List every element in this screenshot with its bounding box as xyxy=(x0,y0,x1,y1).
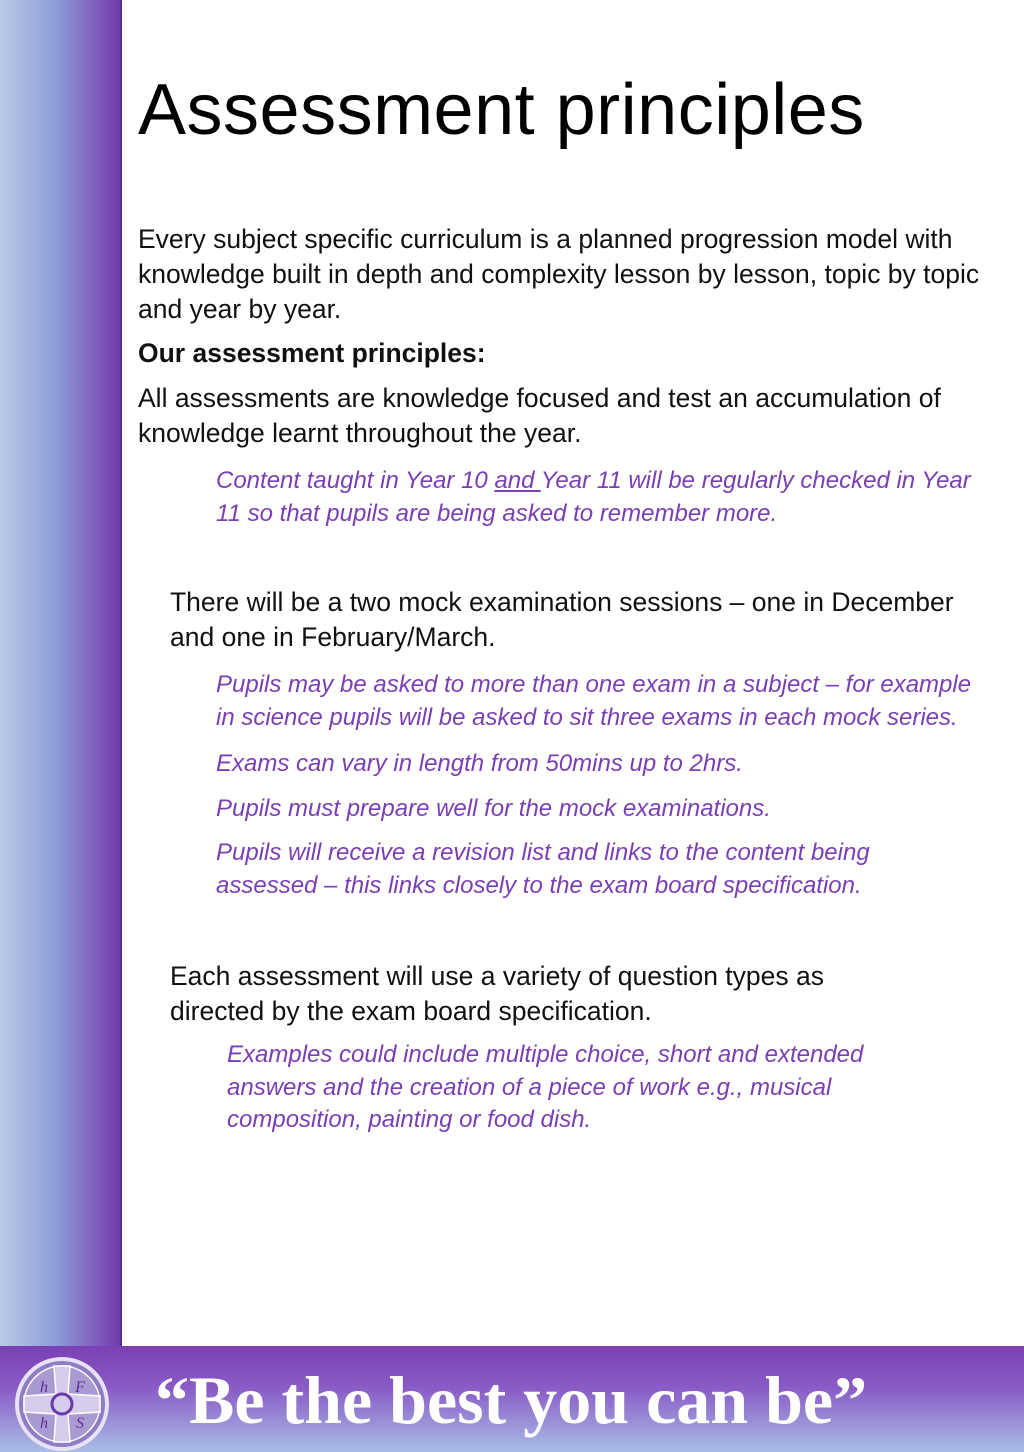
mock-note-revision-list: Pupils will receive a revision list and links to the content being assessed – this links closely to the exam board specification. xyxy=(216,839,870,899)
intro-paragraph: Every subject specific curriculum is a planned progression model with knowledge built in depth and complexity lesson by lesson, topic by topic and year by year. xyxy=(138,224,980,324)
principle-knowledge-focused: All assessments are knowledge focused and test an accumulation of knowledge learnt throughout the year. xyxy=(138,383,941,448)
principle-question-types: Each assessment will use a variety of question types as directed by the exam board specification. xyxy=(170,961,824,1026)
side-bar-decoration xyxy=(0,0,122,1346)
mock-note-multiple-exams: Pupils may be asked to more than one exam in a subject – for example in science pupils will be asked to sit three exams in each mock series. xyxy=(216,671,972,731)
note-text-start: Content taught in Year 10 xyxy=(216,467,495,494)
note-text-underlined: and xyxy=(494,467,541,494)
principle-knowledge-note xyxy=(138,465,998,530)
mock-note-prepare: Pupils must prepare well for the mock examinations. xyxy=(216,794,771,822)
principle-mock-exams: There will be a two mock examination sessions – one in December and one in February/March. xyxy=(170,587,954,652)
main-content xyxy=(138,222,998,1137)
crest-letter-2: F xyxy=(75,1379,85,1396)
question-types-note: Examples could include multiple choice, short and extended answers and the creation of a piece of work e.g., musical composition, painting or food dish. xyxy=(227,1041,864,1133)
school-crest-logo xyxy=(14,1356,110,1452)
footer-banner xyxy=(0,1346,1024,1452)
page-title: Assessment principles xyxy=(138,70,865,150)
mock-note-exam-length: Exams can vary in length from 50mins up to 2hrs. xyxy=(216,750,743,777)
crest-letter-1: h xyxy=(40,1379,48,1396)
school-motto: “Be the best you can be” xyxy=(155,1362,868,1438)
note-text-end: Year 11 will be regularly checked in Year 11 so that pupils are being asked to remember more. xyxy=(216,467,971,527)
principles-heading: Our assessment principles: xyxy=(138,338,486,368)
crest-letter-4: S xyxy=(76,1415,84,1432)
crest-letter-3: h xyxy=(40,1415,48,1432)
